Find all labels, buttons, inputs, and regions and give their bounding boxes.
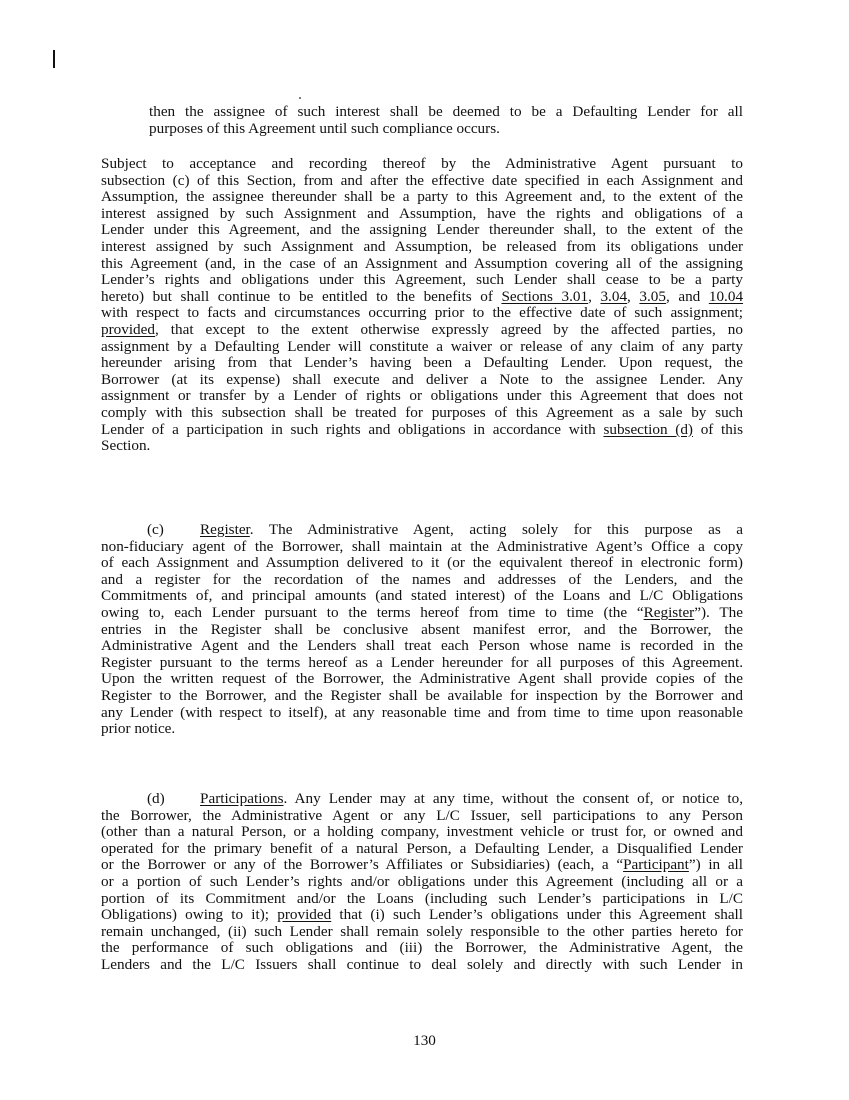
- paragraph-number: (c): [147, 521, 164, 538]
- text-line: and a register for the recordation of the names and addresses of the Lenders, and the: [101, 570, 743, 588]
- text-run: owing to, each Lender pursuant to the terms hereof from time to time (the “: [101, 603, 644, 621]
- section-reference: subsection (d): [603, 420, 693, 438]
- text-line: [101, 422, 743, 439]
- text-line: (other than a natural Person, or a holding company, investment vehicle or trust for, or owned and: [101, 823, 743, 841]
- text-line: [101, 522, 743, 539]
- text-run: ”) in all: [688, 856, 743, 874]
- section-heading: Participations: [200, 790, 284, 807]
- register-paragraph: [101, 522, 743, 738]
- text-line: comply with this subsection shall be treated for purposes of this Agreement as a sale by such: [101, 403, 743, 421]
- text-line: Subject to acceptance and recording thereof by the Administrative Agent pursuant to: [101, 155, 743, 172]
- defined-term: Participant: [623, 856, 689, 874]
- text-line: interest assigned by such Assignment and Assumption, be released from its obligations under: [101, 237, 743, 255]
- text-line: purposes of this Agreement until such compliance occurs.: [149, 119, 500, 137]
- text-run: ”). The: [694, 603, 743, 621]
- text-line: assignment or transfer by a Lender of rights or obligations under this Agreement that does not: [101, 387, 743, 405]
- continuation-paragraph: [149, 104, 743, 137]
- text-line: Lender’s rights and obligations under this Agreement, such Lender shall cease to be a party: [101, 271, 743, 289]
- text-line: [101, 289, 743, 306]
- text-line: entries in the Register shall be conclusive absent manifest error, and the Borrower, the: [101, 620, 743, 638]
- text-line: Register pursuant to the terms hereof as a Lender hereunder for all purposes of this Agreement.: [101, 653, 743, 671]
- text-line: interest assigned by such Assignment and Assumption, have the rights and obligations of a: [101, 204, 743, 222]
- text-run: , that except to the extent otherwise expressly agreed by the affected parties, no: [155, 320, 743, 338]
- text-run: . The Administrative Agent, acting solely for this purpose as a: [249, 521, 743, 538]
- text-line: Lenders and the L/C Issuers shall continue to deal solely and directly with such Lender in: [101, 955, 743, 973]
- text-line: Register to the Borrower, and the Register shall be available for inspection by the Borrower and: [101, 686, 743, 704]
- text-run: Lender of a participation in such rights and obligations in accordance with: [101, 420, 604, 438]
- text-run: of this: [692, 420, 743, 438]
- page-number: 130: [413, 1032, 436, 1049]
- text-run: or the Borrower or any of the Borrower’s Affiliates or Subsidiaries) (each, a “: [101, 856, 624, 874]
- text-line: Lender under this Agreement, and the assigning Lender thereunder shall, to the extent of the: [101, 221, 743, 239]
- text-line: subsection (c) of this Section, from and after the effective date specified in each Assignment and: [101, 171, 743, 189]
- defined-term: provided: [277, 906, 332, 924]
- text-line: of each Assignment and Assumption delivered to it (or the equivalent thereof in electronic form): [101, 554, 743, 572]
- text-line: Commitments of, and principal amounts (and stated interest) of the Loans and L/C Obligations: [101, 587, 743, 605]
- text-line: [101, 605, 743, 622]
- text-line: non-fiduciary agent of the Borrower, shall maintain at the Administrative Agent’s Office a copy: [101, 537, 743, 555]
- defined-term: Register: [643, 603, 695, 621]
- section-reference: 10.04: [708, 287, 744, 305]
- paragraph-number: (d): [147, 790, 165, 807]
- text-line: with respect to facts and circumstances occurring prior to the effective date of such assignment;: [101, 304, 743, 322]
- text-line: Section.: [101, 437, 151, 455]
- text-run: hereto) but shall continue to be entitled to the benefits of: [101, 287, 502, 305]
- stray-mark: [299, 97, 301, 99]
- section-reference: Sections 3.01: [501, 287, 589, 305]
- section-heading: Register: [200, 521, 250, 538]
- section-reference: 3.04: [600, 287, 628, 305]
- text-line: Borrower (at its expense) shall execute and deliver a Note to the assignee Lender. Any: [101, 370, 743, 388]
- participations-paragraph: [101, 791, 743, 974]
- paragraph-indent: [101, 791, 200, 808]
- revision-bar: [53, 50, 55, 68]
- text-line: [101, 857, 743, 874]
- text-line: operated for the primary benefit of a natural Person, a Defaulting Lender, a Disqualified Lender: [101, 839, 743, 857]
- text-line: [101, 322, 743, 339]
- text-line: Assumption, the assignee thereunder shall be a party to this Agreement and, to the extent of the: [101, 188, 743, 206]
- text-line: hereunder arising from that Lender’s having been a Defaulting Lender. Upon request, the: [101, 354, 743, 372]
- assignment-paragraph: [101, 156, 743, 455]
- text-line: or a portion of such Lender’s rights and/or obligations under this Agreement (including all or a: [101, 872, 743, 890]
- text-run: . Any Lender may at any time, without the consent of, or notice to,: [283, 790, 743, 807]
- text-line: then the assignee of such interest shall be deemed to be a Defaulting Lender for all: [149, 103, 743, 120]
- paragraph-indent: [101, 522, 200, 539]
- text-run: Obligations) owing to it);: [101, 906, 278, 924]
- defined-term: provided: [101, 320, 155, 338]
- text-run: ,: [588, 287, 601, 305]
- text-line: [101, 907, 743, 924]
- text-line: Upon the written request of the Borrower, the Administrative Agent shall provide copies of the: [101, 670, 743, 688]
- text-line: portion of its Commitment and/or the Loans (including such Lender’s participations in L/C: [101, 889, 743, 907]
- section-reference: 3.05: [639, 287, 666, 305]
- text-line: Administrative Agent and the Lenders shall treat each Person whose name is recorded in the: [101, 637, 743, 655]
- text-line: prior notice.: [101, 720, 176, 738]
- text-line: [101, 791, 743, 808]
- text-run: that (i) such Lender’s obligations under this Agreement shall: [331, 906, 743, 924]
- text-run: ,: [627, 287, 640, 305]
- text-line: any Lender (with respect to itself), at any reasonable time and from time to time upon reasonable: [101, 703, 743, 721]
- text-line: this Agreement (and, in the case of an Assignment and Assumption covering all of the assigning: [101, 254, 743, 272]
- text-run: , and: [665, 287, 709, 305]
- text-line: the Borrower, the Administrative Agent or any L/C Issuer, sell participations to any Person: [101, 806, 743, 824]
- text-line: the performance of such obligations and (iii) the Borrower, the Administrative Agent, the: [101, 939, 743, 957]
- text-line: assignment by a Defaulting Lender will constitute a waiver or release of any claim of any party: [101, 337, 743, 355]
- text-line: remain unchanged, (ii) such Lender shall remain solely responsible to the other parties hereto for: [101, 922, 743, 940]
